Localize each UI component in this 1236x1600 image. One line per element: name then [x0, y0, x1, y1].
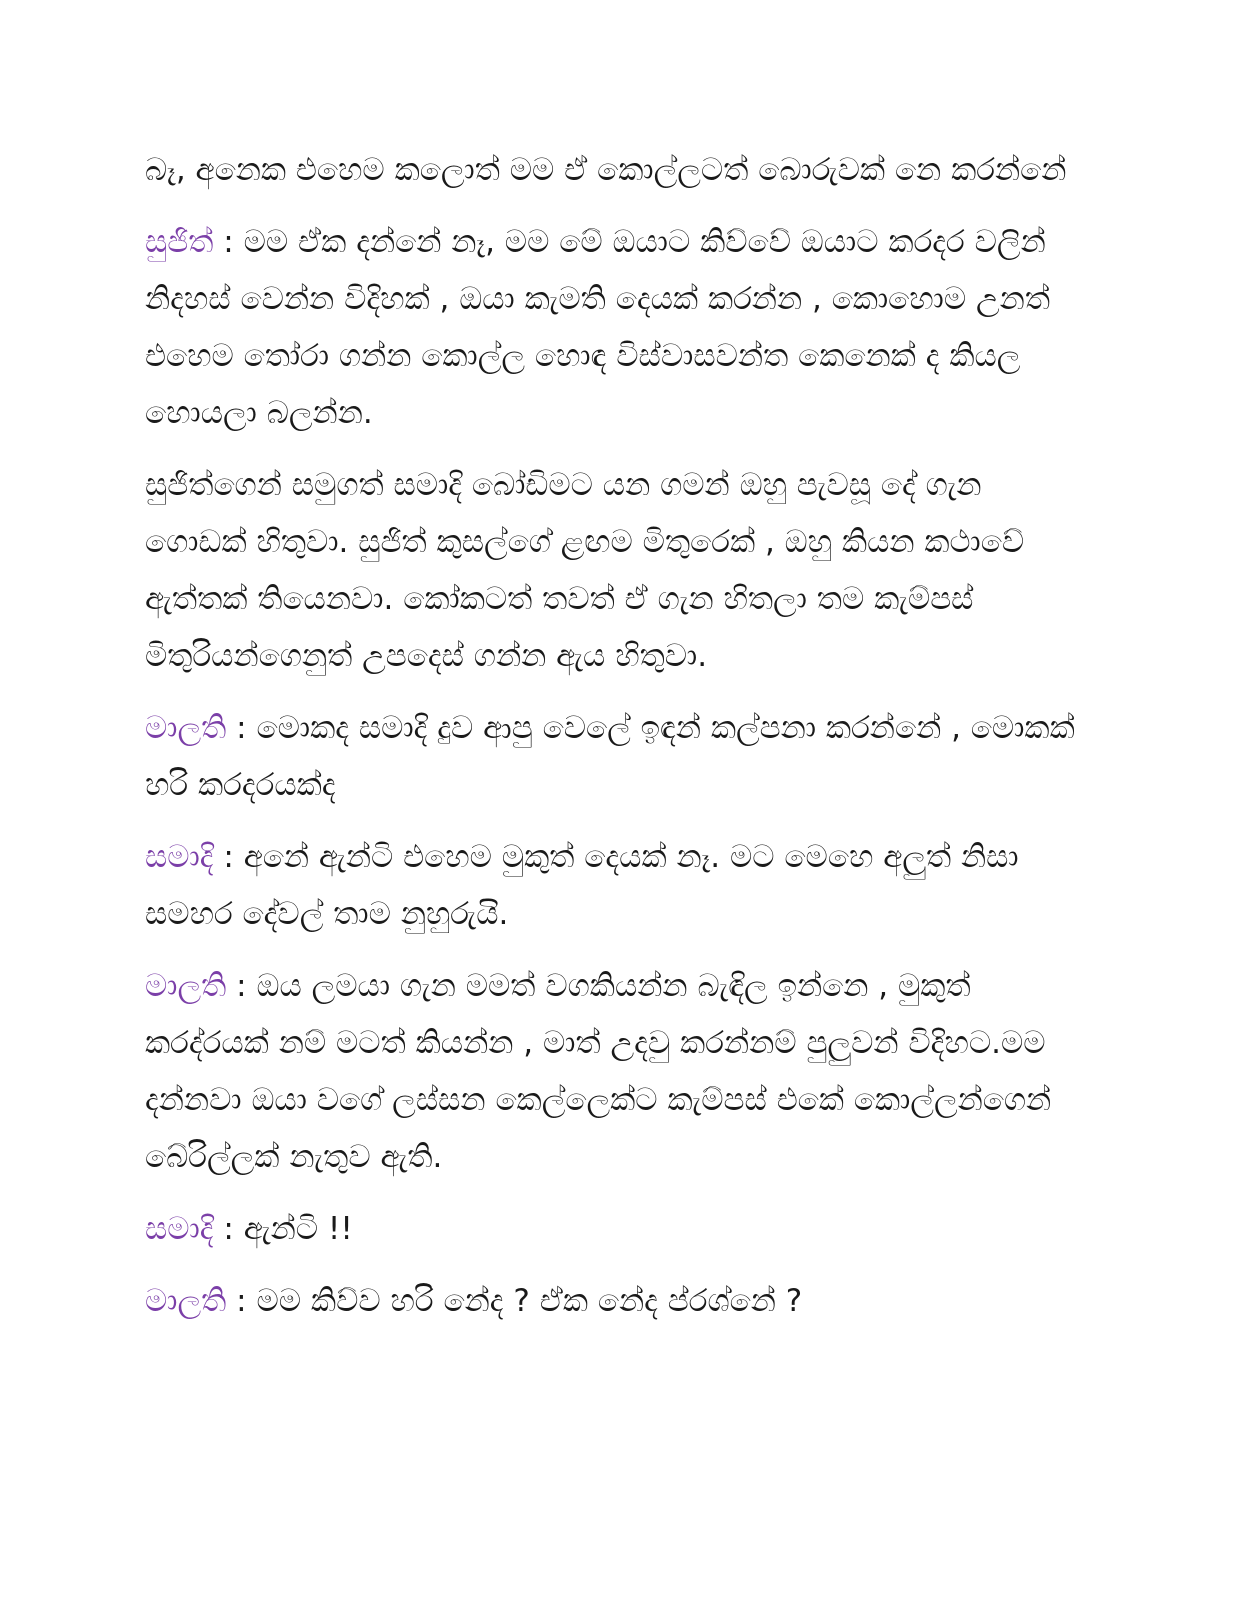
- speaker-separator: :: [213, 1211, 244, 1247]
- speaker-separator: :: [226, 1283, 257, 1319]
- paragraph-text: සුජිත්ගෙන් සමුගත් සමාදි බෝඩිමට යන ගමන් ඔහු පැවසූ දේ ගැන ගොඩක් හිතුවා. සුජිත් කුසල්ගේ ළඟම මිතුරෙක් , ඔහු කියන කථාවේ ඇත්තක් තියෙනවා. කෝකටත් තවත් ඒ ගැන හිතලා තම කැම්පස් මිතුරියන්ගෙනුත් උපදෙස් ගන්න ඇය හිතුවා.: [145, 467, 1025, 674]
- dialogue-paragraph: [145, 214, 1085, 442]
- paragraph-text: බෑ, අනෙක එහෙම කලොත් මම ඒ කොල්ලටත් බොරුවක් නෙ කරන්නේ: [145, 152, 1067, 188]
- speaker-name: සමාදි: [145, 1211, 214, 1247]
- paragraph-text: මොකද සමාදි දුව ආපු වෙලේ ඉඳන් කල්පනා කරන්නේ , මොකක් හරි කරදරයක්ද: [145, 710, 1075, 803]
- speaker-name: සුජිත්: [145, 224, 214, 260]
- speaker-separator: :: [226, 710, 257, 746]
- paragraph-text: අනේ ඇන්ටි එහෙම මුකුත් දෙයක් නෑ. මට මෙහෙ අලුත් නිසා සමහර දේවල් තාම නුහුරුයි.: [145, 839, 1019, 932]
- document-page: [145, 142, 1085, 1345]
- speaker-name: මාලති: [145, 968, 227, 1004]
- paragraph-text: ඇන්ටි !!: [243, 1211, 353, 1247]
- speaker-separator: :: [213, 839, 244, 875]
- speaker-name: මාලති: [145, 1283, 227, 1319]
- dialogue-paragraph: [145, 1273, 1085, 1330]
- dialogue-paragraph: [145, 700, 1085, 814]
- speaker-separator: :: [213, 224, 244, 260]
- narration-paragraph: [145, 142, 1085, 199]
- speaker-separator: :: [226, 968, 257, 1004]
- paragraph-text: ඔය ලමයා ගැන මමත් වගකියන්න බැඳිල ඉන්නෙ , මුකුත් කරද්රයක් නම් මටත් කියන්න , මාත් උදවු කරන්නම් පුලුවන් විදිහට.මම දන්නවා ඔයා වගේ ලස්සන කෙල්ලෙක්ට කැම්පස් එකේ කොල්ලන්ගෙන් බේරිල්ලක් නැතුව ඇති.: [145, 968, 1052, 1175]
- paragraph-text: මම කිව්ව හරි නේද ? ඒක නේද ප්රශ්නේ ?: [256, 1283, 803, 1319]
- narration-paragraph: [145, 457, 1085, 685]
- speaker-name: සමාදි: [145, 839, 214, 875]
- speaker-name: මාලති: [145, 710, 227, 746]
- dialogue-paragraph: [145, 958, 1085, 1186]
- dialogue-paragraph: [145, 829, 1085, 943]
- paragraph-text: මම ඒක දන්නේ නෑ, මම මේ ඔයාට කිව්වේ ඔයාට කරදර වලින් නිදහස් වෙන්න විදිහක් , ඔයා කැමති දෙයක් කරන්න , කොහොම උනත් එහෙම තෝරා ගන්න කොල්ල හොඳ විස්වාසවන්ත කෙනෙක් ද කියල හොයලා බලන්න.: [145, 224, 1051, 431]
- dialogue-paragraph: [145, 1201, 1085, 1258]
